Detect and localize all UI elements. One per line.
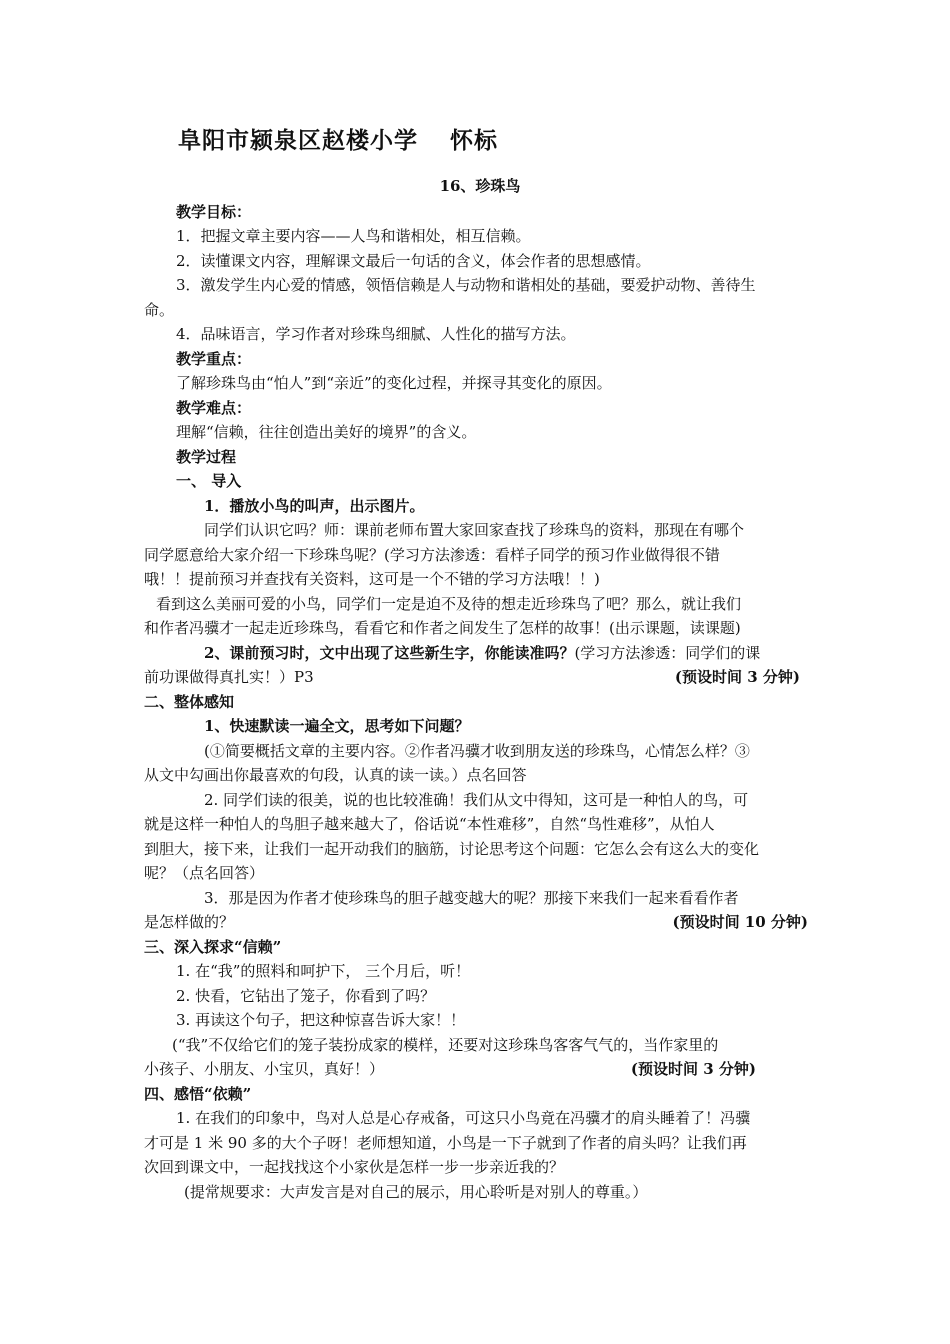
method-note: (学习方法渗透：同学们的课 bbox=[574, 643, 761, 662]
paragraph-line: 呢？（点名回答） bbox=[144, 864, 265, 882]
subsection-heading: 1．播放小鸟的叫声，出示图片。 bbox=[204, 496, 425, 515]
paragraph-line: 从文中勾画出你最喜欢的句段，认真的读一读。）点名回答 bbox=[144, 766, 527, 784]
paragraph-row bbox=[144, 910, 816, 935]
paragraph-row bbox=[144, 1057, 816, 1082]
author-name: 怀标 bbox=[450, 127, 498, 154]
paragraph-line: 1. 在我们的印象中，鸟对人总是心存戒备，可这只小鸟竟在冯骥才的肩头睡着了！冯骥 bbox=[176, 1109, 751, 1127]
page-header bbox=[178, 122, 498, 155]
school-name: 阜阳市颍泉区赵楼小学 bbox=[178, 127, 418, 154]
key-text: 了解珍珠鸟由“怕人”到“亲近”的变化过程，并探寻其变化的原因。 bbox=[176, 374, 612, 392]
section-heading: 三、深入探求“信赖” bbox=[144, 937, 282, 956]
lesson-title: 16、珍珠鸟 bbox=[439, 177, 521, 195]
goal-item-continued: 命。 bbox=[144, 300, 175, 319]
difficult-text: 理解“信赖，往往创造出美好的境界”的含义。 bbox=[176, 423, 477, 441]
paragraph-line: 同学们认识它吗？师：课前老师布置大家回家查找了珍珠鸟的资料，那现在有哪个 bbox=[204, 521, 745, 539]
key-heading: 教学重点： bbox=[176, 349, 252, 368]
goal-item: 3．激发学生内心爱的情感，领悟信赖是人与动物和谐相处的基础，要爱护动物、善待生 bbox=[176, 276, 756, 294]
paragraph-line: 2. 同学们读的很美，说的也比较准确！我们从文中得知，这可是一种怕人的鸟，可 bbox=[204, 790, 749, 809]
paragraph-line: 看到这么美丽可爱的小鸟，同学们一定是迫不及待的想走近珍珠鸟了吧？那么，就让我们 bbox=[156, 594, 742, 613]
paragraph-line bbox=[144, 641, 816, 666]
paragraph-line: 同学愿意给大家介绍一下珍珠鸟呢？(学习方法渗透：看样子同学的预习作业做得很不错 bbox=[144, 545, 720, 564]
subsection-heading: 1、快速默读一遍全文，思考如下问题？ bbox=[204, 717, 470, 735]
time-estimate: (预设时间 3 分钟) bbox=[674, 668, 800, 686]
paragraph-line: 就是这样一种怕人的鸟胆子越来越大了，俗话说“本性难移”，自然“鸟性难移”，从怕人 bbox=[144, 815, 715, 833]
paragraph-line: 才可是 1 米 90 多的大个子呀！老师想知道，小鸟是一下子就到了作者的肩头吗？让我们再 bbox=[144, 1133, 747, 1152]
paragraph-line: (“我”不仅给它们的笼子装扮成家的模样，还要对这珍珠鸟客客气气的，当作家里的 bbox=[172, 1035, 719, 1054]
lesson-content bbox=[144, 174, 816, 1204]
paragraph-row bbox=[144, 665, 816, 690]
section-heading: 一、 导入 bbox=[176, 472, 242, 490]
time-estimate: (预设时间 10 分钟) bbox=[672, 913, 808, 931]
process-heading: 教学过程 bbox=[176, 447, 237, 466]
paragraph-line: (①简要概括文章的主要内容。②作者冯骥才收到朋友送的珍珠鸟，心情怎么样？③ bbox=[204, 741, 750, 760]
section-heading: 二、整体感知 bbox=[144, 692, 235, 711]
goal-item: 1．把握文章主要内容——人鸟和谐相处，相互信赖。 bbox=[176, 227, 531, 245]
paragraph-line: (提常规要求：大声发言是对自己的展示，用心聆听是对别人的尊重。） bbox=[184, 1182, 648, 1201]
list-item: 1. 在“我”的照料和呵护下， 三个月后，听！ bbox=[176, 962, 471, 980]
paragraph-line: 小孩子、小朋友、小宝贝，真好！） bbox=[144, 1060, 385, 1078]
paragraph-line: 到胆大，接下来，让我们一起开动我们的脑筋，讨论思考这个问题：它怎么会有这么大的变化 bbox=[144, 839, 760, 858]
paragraph-line: 是怎样做的？ bbox=[144, 913, 235, 931]
paragraph-line: 次回到课文中，一起找找这个小家伙是怎样一步一步亲近我的？ bbox=[144, 1158, 565, 1176]
paragraph-line: 3．那是因为作者才使珍珠鸟的胆子越变越大的呢？那接下来我们一起来看看作者 bbox=[204, 888, 739, 907]
paragraph-line: 哦！！提前预习并查找有关资料，这可是一个不错的学习方法哦！！) bbox=[144, 570, 600, 588]
goals-heading: 教学目标： bbox=[176, 202, 252, 221]
time-estimate: (预设时间 3 分钟) bbox=[630, 1060, 756, 1078]
subsection-heading: 2、课前预习时，文中出现了这些新生字，你能读准吗？ bbox=[204, 643, 575, 662]
list-item: 3. 再读这个句子，把这种惊喜告诉大家！！ bbox=[176, 1011, 466, 1029]
goal-item: 2．读懂课文内容，理解课文最后一句话的含义，体会作者的思想感情。 bbox=[176, 251, 651, 270]
goal-item: 4．品味语言，学习作者对珍珠鸟细腻、人性化的描写方法。 bbox=[176, 325, 576, 343]
difficult-heading: 教学难点： bbox=[176, 398, 252, 417]
section-heading: 四、感悟“依赖” bbox=[144, 1084, 252, 1103]
list-item: 2. 快看，它钻出了笼子，你看到了吗？ bbox=[176, 986, 436, 1005]
paragraph-line: 前功课做得真扎实！）P3 bbox=[144, 668, 314, 686]
paragraph-line: 和作者冯骥才一起走近珍珠鸟，看看它和作者之间发生了怎样的故事！(出示课题，读课题) bbox=[144, 619, 741, 637]
